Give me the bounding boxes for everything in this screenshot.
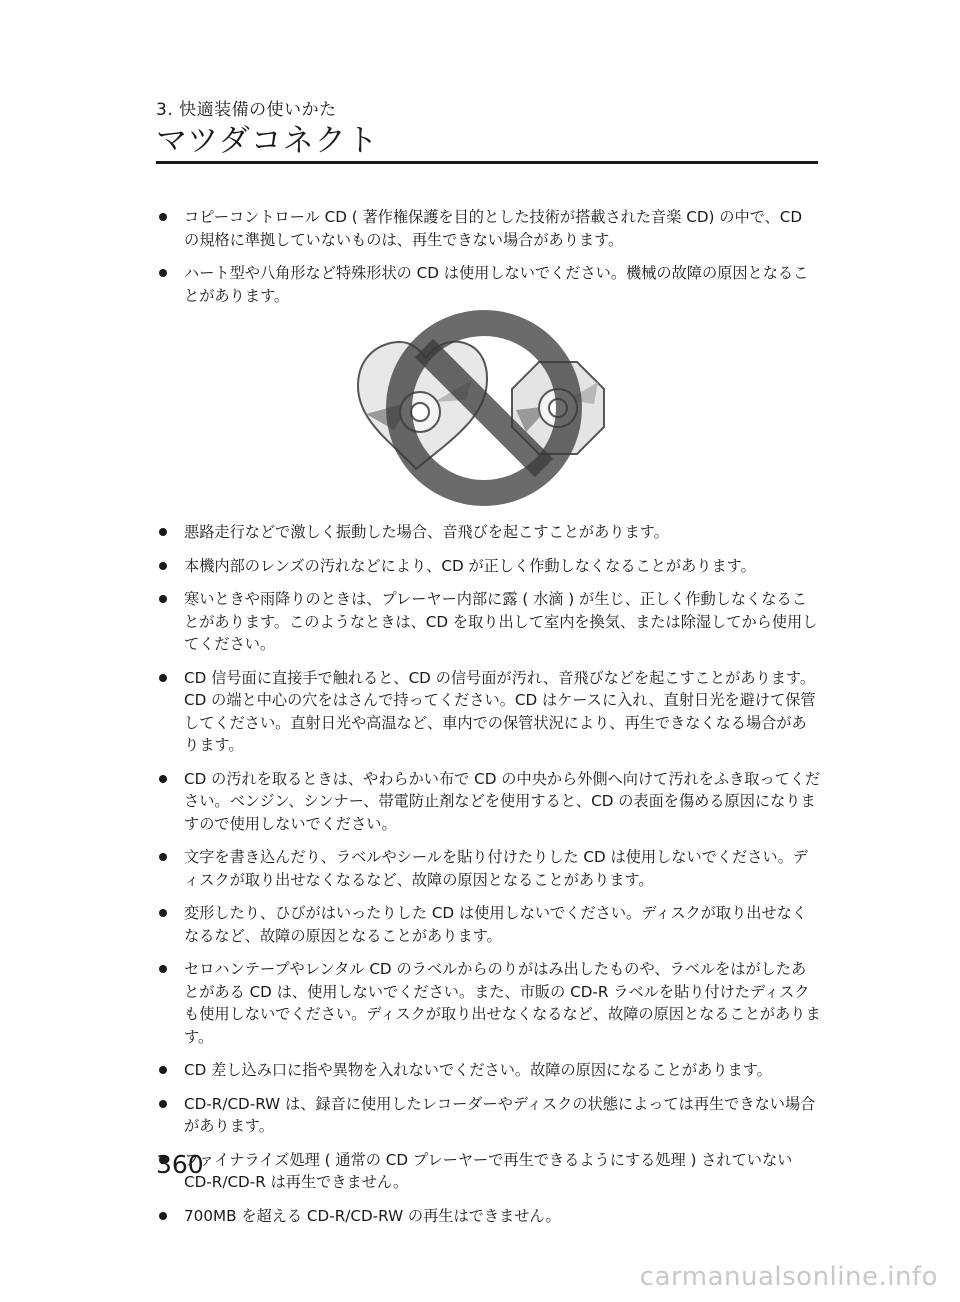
notes-list-top [159, 206, 821, 318]
list-item [159, 521, 821, 544]
note-text: 700MB を超える CD-R/CD-RW の再生はできません。 [184, 1206, 561, 1225]
title-rule [156, 161, 818, 164]
note-text: 本機内部のレンズの汚れなどにより、CD が正しく作動しなくなることがあります。 [184, 556, 756, 575]
page-number: 360 [156, 1150, 204, 1179]
list-item [159, 206, 821, 251]
bullet-icon [159, 775, 167, 783]
page-header [156, 100, 818, 160]
list-item [159, 555, 821, 578]
note-text: 変形したり、ひびがはいったりした CD は使用しないでください。ディスクが取り出せなくなるなど、故障の原因となることがあります。 [184, 904, 808, 945]
list-item [159, 588, 821, 656]
note-text: セロハンテープやレンタル CD のラベルからのりがはみ出したものや、ラベルをはがしたあとがある CD は、使用しないでください。また、市販の CD-R ラベルを貼り付けたディスクも使用しないでください。ディスクが取り出せなくなるなど、故障の原因となることがあります。 [184, 960, 821, 1046]
list-item [159, 262, 821, 307]
notes-list-bottom [159, 521, 821, 1238]
prohibited-shapes-icon [354, 304, 614, 512]
note-text: CD-R/CD-RW は、録音に使用したレコーダーやディスクの状態によっては再生できない場合があります。 [184, 1094, 816, 1135]
note-text: CD の汚れを取るときは、やわらかい布で CD の中央から外側へ向けて汚れをふき取ってください。ベンジン、シンナー、帯電防止剤などを使用すると、CD の表面を傷める原因になりますので使用しないでください。 [184, 769, 821, 833]
list-item [159, 667, 821, 757]
list-item [159, 958, 821, 1048]
bullet-icon [159, 909, 167, 917]
note-text: CD 信号面に直接手で触れると、CD の信号面が汚れ、音飛びなどを起こすことがあります。CD の端と中心の穴をはさんで持ってください。CD はケースに入れ、直射日光を避けて保管してください。直射日光や高温など、車内での保管状況により、再生できなくなる場合があります。 [184, 668, 816, 754]
bullet-icon [159, 595, 167, 603]
bullet-icon [159, 965, 167, 973]
note-text: コピーコントロール CD ( 著作権保護を目的とした技術が搭載された音楽 CD) の中で、CD の規格に準拠していないものは、再生できない場合があります。 [184, 208, 803, 249]
list-item [159, 1093, 821, 1138]
note-text: 寒いときや雨降りのときは、プレーヤー内部に露 ( 水滴 ) が生じ、正しく作動しなくなることがあります。このようなときは、CD を取り出して室内を換気、または除湿してから使用してください。 [184, 590, 818, 653]
bullet-icon [159, 1100, 167, 1108]
bullet-icon [159, 674, 167, 682]
list-item [159, 846, 821, 891]
bullet-icon [159, 1066, 167, 1074]
bullet-icon [159, 1212, 167, 1220]
list-item [159, 1205, 821, 1228]
bullet-icon [159, 213, 167, 221]
prohibited-cd-shapes-figure [354, 304, 614, 512]
note-text: 文字を書き込んだり、ラベルやシールを貼り付けたりした CD は使用しないでください。ディスクが取り出せなくなるなど、故障の原因となることがあります。 [184, 848, 808, 889]
note-text: ファイナライズ処理 ( 通常の CD プレーヤーで再生できるようにする処理 ) されていない CD-R/CD-R は再生できません。 [184, 1150, 793, 1191]
list-item [159, 768, 821, 836]
watermark: carmanualsonline.info [639, 1262, 938, 1292]
note-text: CD 差し込み口に指や異物を入れないでください。故障の原因になることがあります。 [184, 1061, 772, 1079]
list-item [159, 902, 821, 947]
section-label: 3. 快適装備の使いかた [156, 100, 337, 120]
page-title: マツダコネクト [156, 123, 379, 159]
note-text: 悪路走行などで激しく振動した場合、音飛びを起こすことがあります。 [184, 523, 669, 541]
bullet-icon [159, 562, 167, 570]
bullet-icon [159, 853, 167, 861]
note-text: ハート型や八角形など特殊形状の CD は使用しないでください。機械の故障の原因となることがあります。 [184, 264, 809, 305]
list-item [159, 1059, 821, 1082]
bullet-icon [159, 528, 167, 536]
list-item [159, 1149, 821, 1194]
bullet-icon [159, 269, 167, 277]
